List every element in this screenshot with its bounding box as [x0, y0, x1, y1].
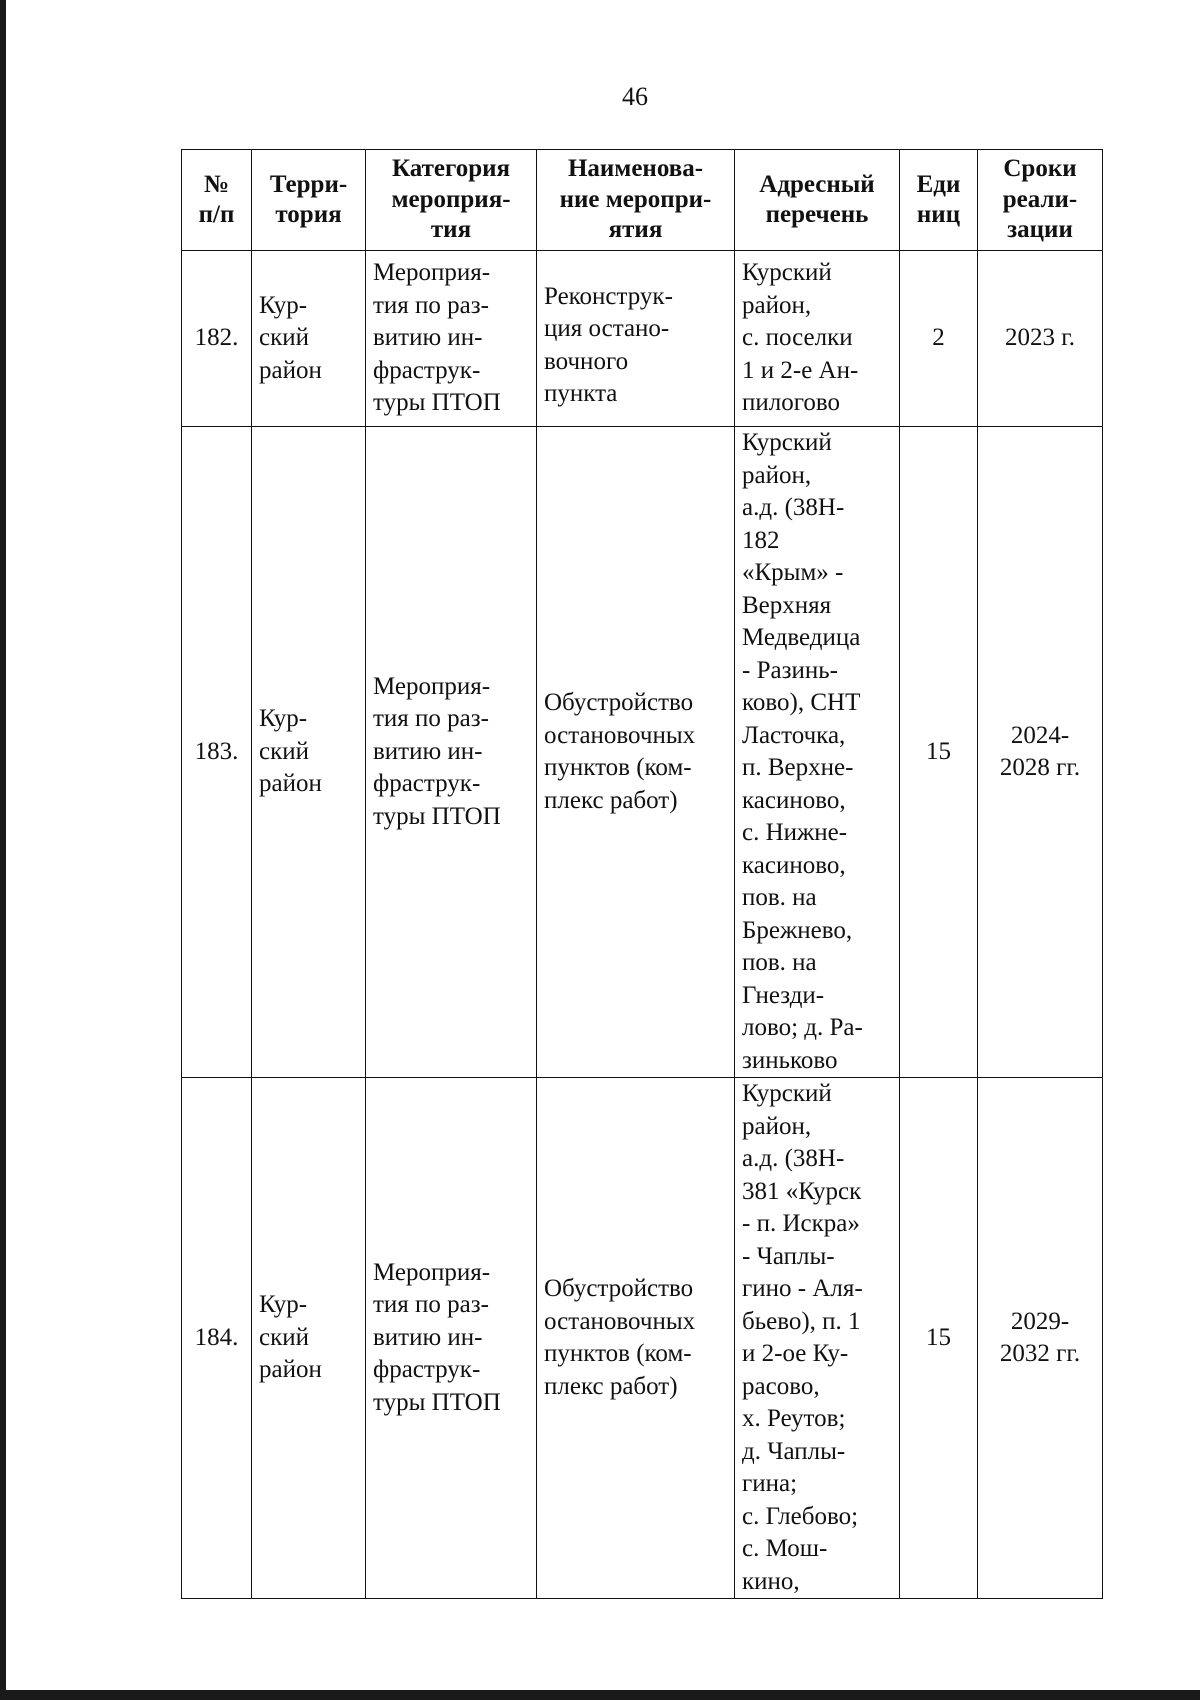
row-address-list: Курский район, а.д. (38Н- 381 «Курск - п. Искра» - Чаплы- гино - Аля- бьево), п. 1 и 2-ое Ку- расово, х. Реутов; д. Чаплы- гина; с. Глебово; с. Мош- кино, — [735, 1078, 900, 1599]
row-measure-name: Обустройство остановочных пунктов (ком- плекс работ) — [537, 1078, 735, 1599]
row-number: 183. — [182, 427, 252, 1078]
row-period: 2029- 2032 гг. — [978, 1078, 1103, 1599]
header-units: Еди ниц — [900, 150, 978, 251]
row-units: 15 — [900, 1078, 978, 1599]
row-number: 182. — [182, 251, 252, 427]
header-territory: Терри- тория — [252, 150, 366, 251]
row-measure-name: Обустройство остановочных пунктов (ком- плекс работ) — [537, 427, 735, 1078]
row-measure-name: Реконструк- ция остано- вочного пункта — [537, 251, 735, 427]
row-category: Мероприя- тия по раз- витию ин- фраструк- туры ПТОП — [366, 427, 537, 1078]
row-number: 184. — [182, 1078, 252, 1599]
row-category: Мероприя- тия по раз- витию ин- фраструк- туры ПТОП — [366, 1078, 537, 1599]
row-units: 15 — [900, 427, 978, 1078]
row-category: Мероприя- тия по раз- витию ин- фраструк- туры ПТОП — [366, 251, 537, 427]
row-address-list: Курский район, а.д. (38Н- 182 «Крым» - Верхняя Медведица - Разинь- ково), СНТ Ласточка, п. Верхне- касиново, с. Нижне- касиново, пов. на Брежнево, пов. на Гнезди- лово; д. Ра- зиньково — [735, 427, 900, 1078]
row-address-list: Курский район, с. поселки 1 и 2-е Ан- пилогово — [735, 251, 900, 427]
row-territory: Кур- ский район — [252, 1078, 366, 1599]
header-period: Сроки реали- зации — [978, 150, 1103, 251]
table-row — [182, 1078, 1103, 1599]
header-measure-name: Наименова- ние меропри- ятия — [537, 150, 735, 251]
row-territory: Кур- ский район — [252, 427, 366, 1078]
measures-table — [181, 149, 1103, 1599]
scan-edge-left — [0, 0, 6, 1700]
header-number: № п/п — [182, 150, 252, 251]
row-period: 2023 г. — [978, 251, 1103, 427]
page-number: 46 — [622, 82, 648, 111]
header-address-list: Адресный перечень — [735, 150, 900, 251]
row-period: 2024- 2028 гг. — [978, 427, 1103, 1078]
row-territory: Кур- ский район — [252, 251, 366, 427]
scan-edge-bottom — [0, 1690, 1200, 1700]
row-units: 2 — [900, 251, 978, 427]
header-category: Категория мероприя- тия — [366, 150, 537, 251]
table-row — [182, 427, 1103, 1078]
table-header-row — [182, 150, 1103, 251]
table-row — [182, 251, 1103, 427]
